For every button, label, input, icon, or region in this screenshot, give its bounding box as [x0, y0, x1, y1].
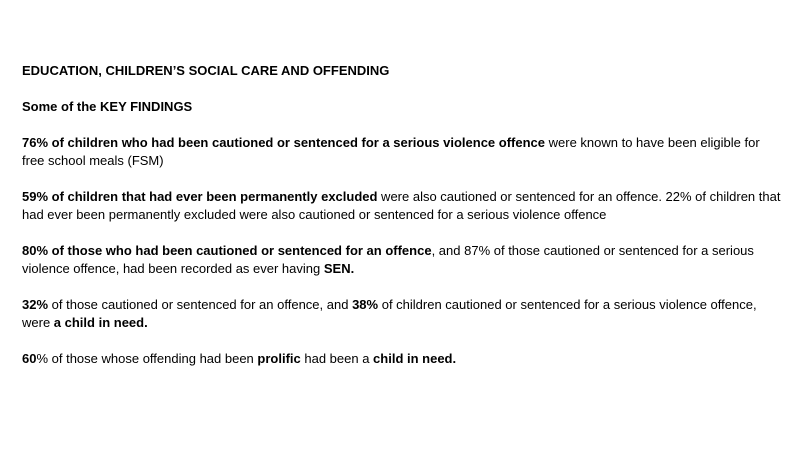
- finding-fsm: [22, 134, 784, 170]
- finding-highlight-60: 60: [22, 351, 37, 366]
- finding-child-in-need: [22, 296, 784, 332]
- finding-text: were known to have been eligible for free school meals (FSM): [22, 135, 760, 168]
- finding-excluded: [22, 188, 784, 224]
- slide-subtitle: Some of the KEY FINDINGS: [22, 99, 193, 114]
- slide-title: EDUCATION, CHILDREN’S SOCIAL CARE AND OFFENDING: [22, 63, 390, 78]
- finding-text: , and 87% of those cautioned or sentenced for a serious violence offence, had been recorded as ever having: [22, 243, 754, 276]
- finding-highlight: 76% of children who had been cautioned or sentenced for a serious violence offence: [22, 135, 546, 150]
- finding-text: were also cautioned or sentenced for an offence. 22% of children that had ever been permanently excluded were also cautioned or sentenced for a serious violence offence: [22, 189, 781, 222]
- finding-highlight-32: 32%: [22, 297, 49, 312]
- finding-highlight-child-in-need: a child in need.: [53, 315, 148, 330]
- finding-text: had been a: [300, 351, 374, 366]
- finding-highlight-38: 38%: [352, 297, 379, 312]
- finding-highlight-sen: SEN.: [323, 261, 355, 276]
- finding-text: % of those whose offending had been: [36, 351, 258, 366]
- finding-highlight-child-in-need: child in need.: [373, 351, 457, 366]
- finding-highlight: 80% of those who had been cautioned or sentenced for an offence: [22, 243, 432, 258]
- finding-text: of children cautioned or sentenced for a serious violence offence, were: [22, 297, 757, 330]
- finding-highlight: 59% of children that had ever been permanently excluded: [22, 189, 378, 204]
- finding-highlight-prolific: prolific: [257, 351, 301, 366]
- finding-prolific: [22, 350, 784, 368]
- finding-sen: [22, 242, 784, 278]
- finding-text: of those cautioned or sentenced for an offence, and: [48, 297, 353, 312]
- slide-content: [22, 62, 784, 368]
